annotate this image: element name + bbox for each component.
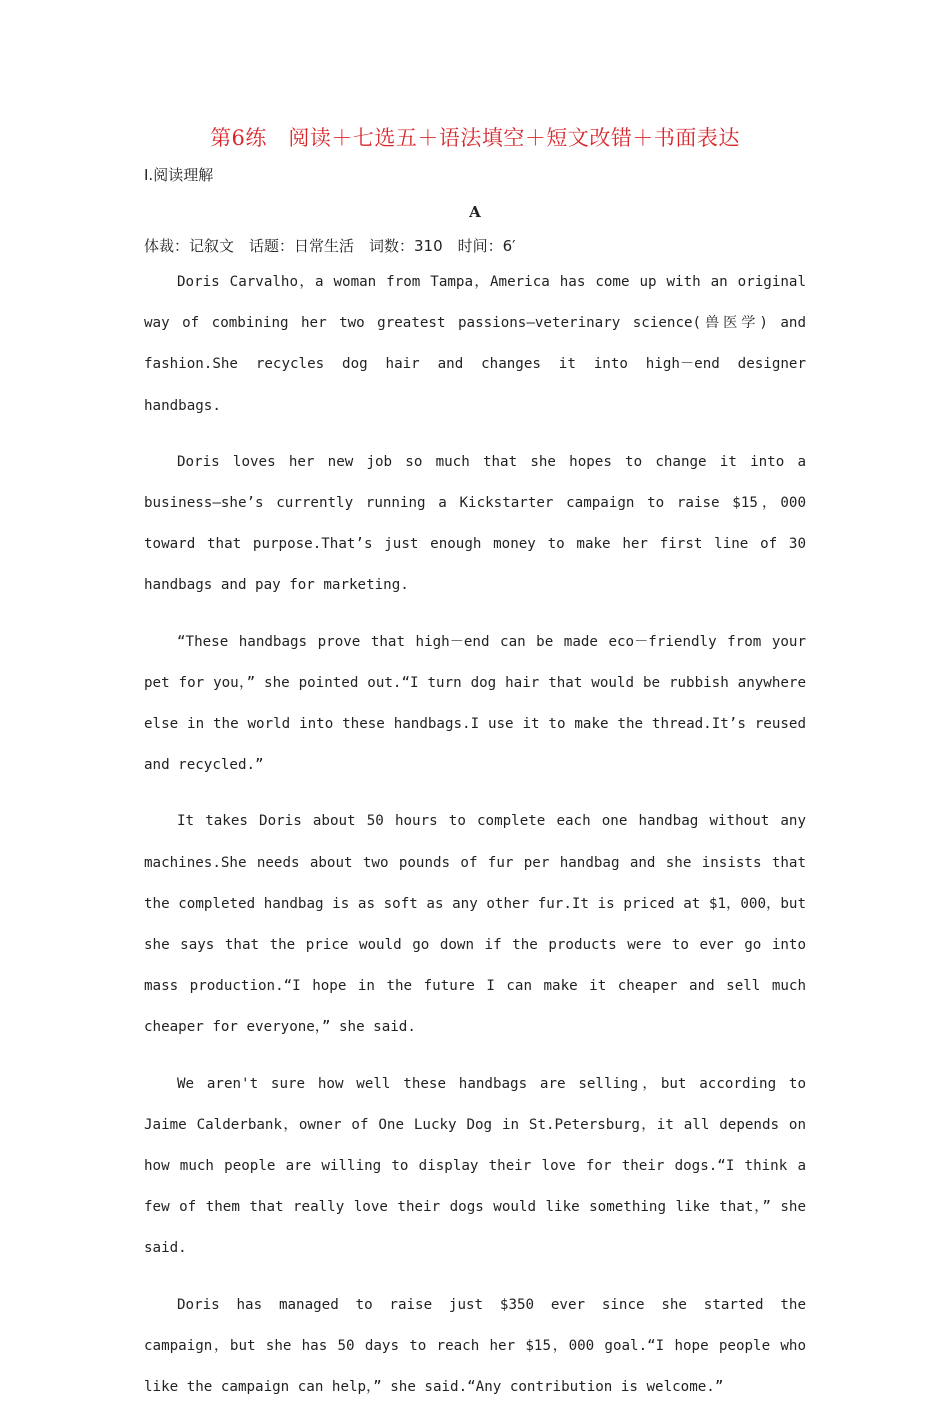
paragraph-5: We aren't sure how well these handbags are selling，but according to Jaime Calderbank，owner of One Lucky Dog in St.Petersburg，it all depends on how much people are willing to display their love for their dogs.“I think a few of them that really love their dogs would like something like that，” she said. [144, 1075, 806, 1257]
passage-meta: 体裁：记叙文 话题：日常生活 词数：310 时间：6′ [144, 237, 516, 255]
paragraph-1: Doris Carvalho，a woman from Tampa，America has come up with an original way of combining her two greatest passions—veterinary science(兽医学) and fashion.She recycles dog hair and changes it into high－end designer handbags. [144, 274, 806, 414]
passage-body [144, 262, 806, 1423]
paragraph-4: It takes Doris about 50 hours to complete each one handbag without any machines.She needs about two pounds of fur per handbag and she insists that the completed handbag is as soft as any other fur.It is priced at $1，000，but she says that the price would go down if the products were to ever go into mass production.“I hope in the future I can make it cheaper and sell much cheaper for everyone，” she said. [144, 813, 806, 1036]
passage-letter: A [469, 203, 481, 221]
paragraph-3: “These handbags prove that high－end can be made eco－friendly from your pet for you，” she pointed out.“I turn dog hair that would be rubbish anywhere else in the world into these handbags.I use it to make the thread.It’s reused and recycled.” [144, 633, 806, 774]
section-heading: Ⅰ.阅读理解 [144, 166, 214, 184]
paragraph-2: Doris loves her new job so much that she hopes to change it into a business—she’s currently running a Kickstarter campaign to raise $15，000 toward that purpose.That’s just enough money to make her first line of 30 handbags and pay for marketing. [144, 453, 806, 594]
paragraph-6: Doris has managed to raise just $350 ever since she started the campaign，but she has 50 days to reach her $15，000 goal.“I hope people who like the campaign can help，” she said.“Any contribution is welcome.” [144, 1296, 806, 1396]
exercise-title: 第6练 阅读＋七选五＋语法填空＋短文改错＋书面表达 [210, 126, 740, 150]
